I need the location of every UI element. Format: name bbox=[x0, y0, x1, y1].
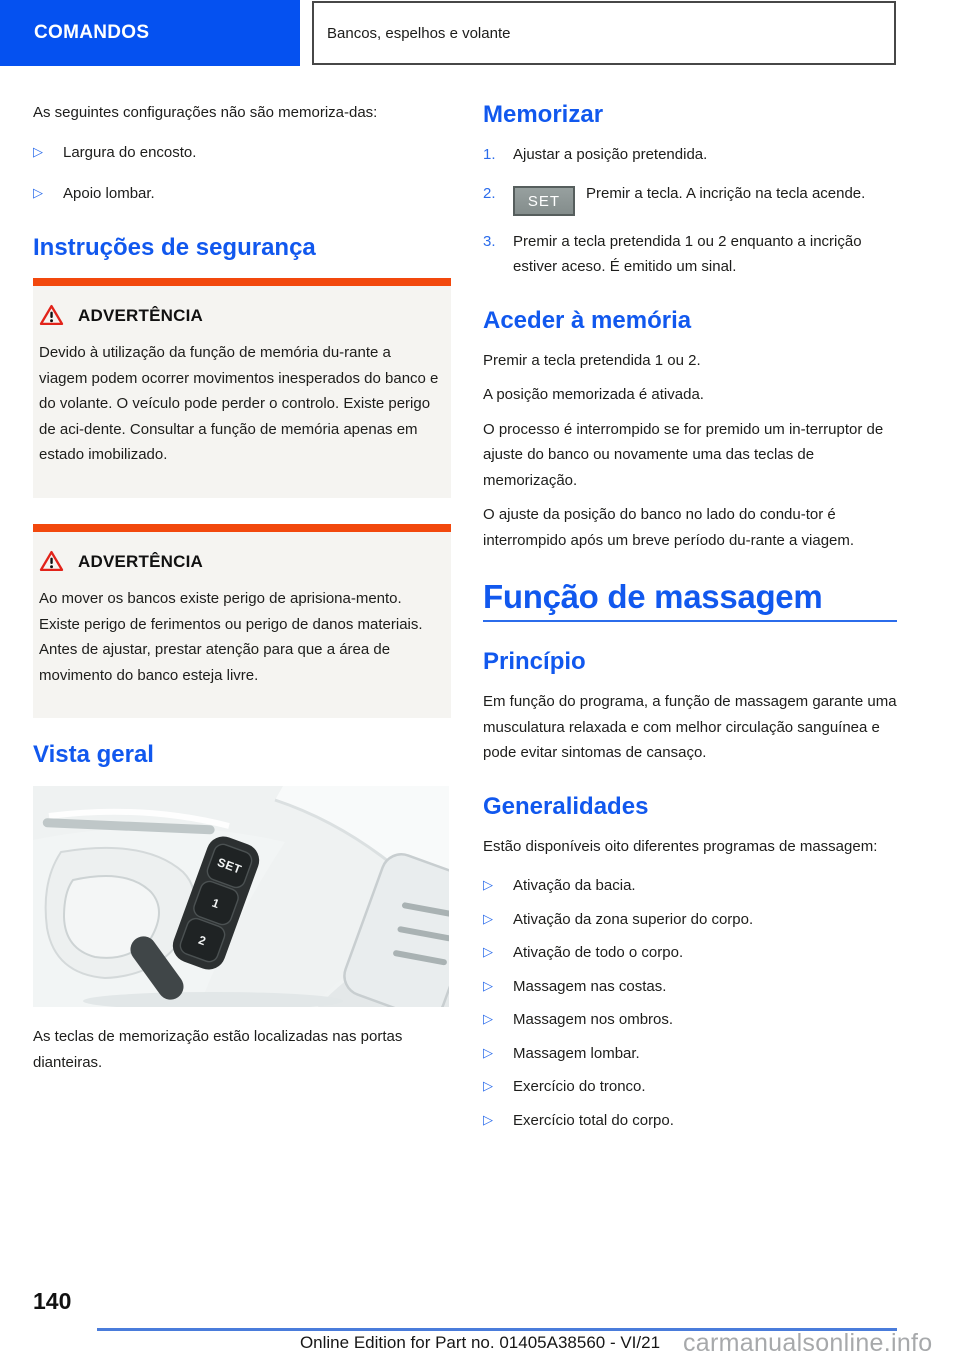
memory-1-button-label: 1 bbox=[210, 895, 222, 912]
paragraph: Em função do programa, a função de massagem garante uma musculatura relaxada e com melhor circulação sanguínea e pode evitar sintomas de cansaço. bbox=[483, 693, 897, 761]
warning-title: ADVERTÊNCIA bbox=[78, 305, 203, 325]
step-text bbox=[513, 181, 897, 216]
triangle-bullet-icon: ▷ bbox=[33, 186, 43, 201]
heading-principle: Princípio bbox=[483, 648, 586, 675]
step-item bbox=[483, 229, 897, 280]
intro-paragraph: As seguintes configurações não são memoriza-das: bbox=[33, 104, 378, 121]
list-item bbox=[483, 1108, 897, 1134]
bullet-text: Massagem lombar. bbox=[513, 1044, 640, 1062]
step-number: 3. bbox=[483, 232, 496, 250]
paragraph: O ajuste da posição do banco no lado do condu-tor é interrompido após um breve período du-rante a viagem. bbox=[483, 506, 855, 549]
triangle-bullet-icon: ▷ bbox=[33, 144, 43, 160]
triangle-bullet-icon: ▷ bbox=[483, 945, 493, 960]
step-text: Ajustar a posição pretendida. bbox=[513, 146, 708, 163]
step-number: 2. bbox=[483, 184, 496, 202]
heading-overview: Vista geral bbox=[33, 741, 154, 768]
bullet-text: Massagem nos ombros. bbox=[513, 1011, 674, 1028]
page-number: 140 bbox=[33, 1288, 72, 1314]
bullet-text: Largura do encosto. bbox=[63, 143, 197, 161]
warning-title: ADVERTÊNCIA bbox=[78, 551, 203, 571]
paragraph: O processo é interrompido se for premido um in-terruptor de ajuste do banco ou novamente uma das teclas de memorização. bbox=[483, 420, 884, 489]
heading-access-memory: Aceder à memória bbox=[483, 306, 692, 334]
memorize-steps bbox=[483, 142, 897, 280]
door-memory-buttons-image bbox=[33, 786, 449, 1007]
bullet-text: Exercício do tronco. bbox=[513, 1078, 646, 1095]
header-section-box bbox=[312, 1, 896, 65]
list-item bbox=[483, 1007, 897, 1033]
heading-general: Generalidades bbox=[483, 792, 649, 820]
list-item bbox=[483, 974, 897, 1000]
left-column bbox=[33, 100, 451, 1084]
triangle-bullet-icon: ▷ bbox=[483, 1112, 493, 1128]
warning-box bbox=[33, 524, 451, 719]
paragraph: A posição memorizada é ativada. bbox=[483, 386, 704, 403]
triangle-bullet-icon: ▷ bbox=[483, 911, 493, 927]
warning-text: Ao mover os bancos existe perigo de aprisiona-mento. Existe perigo de ferimentos ou perigo de danos materiais. Antes de ajustar, prestar atenção para que a área de movimento do banco esteja livre. bbox=[39, 590, 423, 684]
image-caption: As teclas de memorização estão localizadas nas portas dianteiras. bbox=[33, 1028, 403, 1071]
bullet-text: Apoio lombar. bbox=[63, 185, 155, 202]
list-item bbox=[483, 907, 897, 933]
list-item bbox=[483, 1041, 897, 1067]
warning-title-row bbox=[39, 549, 441, 575]
watermark-text: carmanualsonline.info bbox=[683, 1329, 933, 1357]
triangle-bullet-icon: ▷ bbox=[483, 1045, 493, 1061]
triangle-bullet-icon: ▷ bbox=[483, 1012, 493, 1027]
list-item bbox=[33, 181, 451, 207]
bullet-text: Exercício total do corpo. bbox=[513, 1111, 674, 1129]
step-text-content: Premir a tecla. A incrição na tecla acende. bbox=[586, 184, 866, 202]
header-section-label: Bancos, espelhos e volante bbox=[327, 24, 511, 42]
heading-safety-instructions: Instruções de segurança bbox=[33, 233, 316, 261]
set-key-graphic: SET bbox=[513, 186, 575, 216]
list-item bbox=[33, 140, 451, 166]
step-text: Premir a tecla pretendida 1 ou 2 enquanto a incrição estiver aceso. É emitido um sinal. bbox=[513, 232, 862, 275]
heading-memorize: Memorizar bbox=[483, 101, 604, 128]
paragraph: Premir a tecla pretendida 1 ou 2. bbox=[483, 351, 701, 369]
bullet-text: Massagem nas costas. bbox=[513, 977, 667, 995]
set-button-label: SET bbox=[215, 855, 244, 877]
paragraph: Estão disponíveis oito diferentes programas de massagem: bbox=[483, 837, 878, 855]
triangle-bullet-icon: ▷ bbox=[483, 1079, 493, 1094]
step-number: 1. bbox=[483, 146, 496, 163]
list-item bbox=[483, 873, 897, 899]
warning-text: Devido à utilização da função de memória du-rante a viagem podem ocorrer movimentos inesperados do banco e do volante. O veículo pode perder o controlo. Existe perigo de aci-dente. Consultar a função de memória apenas em estado imobilizado. bbox=[39, 344, 439, 463]
step-item bbox=[483, 142, 897, 168]
list-item bbox=[483, 940, 897, 966]
door-illustration bbox=[33, 786, 449, 1007]
header-chapter-label: COMANDOS bbox=[34, 22, 150, 43]
edition-note: Online Edition for Part no. 01405A38560 - VI/21 bbox=[299, 1333, 661, 1352]
bullet-text: Ativação da zona superior do corpo. bbox=[513, 910, 754, 928]
warning-triangle-icon bbox=[39, 550, 64, 572]
not-memorized-list bbox=[33, 140, 451, 207]
step-item bbox=[483, 181, 897, 216]
memory-2-button-label: 2 bbox=[196, 932, 209, 949]
warning-title-row bbox=[39, 303, 441, 329]
right-column bbox=[483, 100, 897, 1141]
list-item bbox=[483, 1074, 897, 1100]
chapter-heading-massage: Função de massagem bbox=[483, 577, 897, 622]
bullet-text: Ativação da bacia. bbox=[513, 877, 636, 894]
warning-triangle-icon bbox=[39, 304, 64, 326]
warning-box bbox=[33, 278, 451, 498]
triangle-bullet-icon: ▷ bbox=[483, 978, 493, 994]
massage-programs-list bbox=[483, 873, 897, 1133]
bullet-text: Ativação de todo o corpo. bbox=[513, 944, 684, 961]
triangle-bullet-icon: ▷ bbox=[483, 878, 493, 893]
header-chapter-tab bbox=[0, 0, 300, 66]
